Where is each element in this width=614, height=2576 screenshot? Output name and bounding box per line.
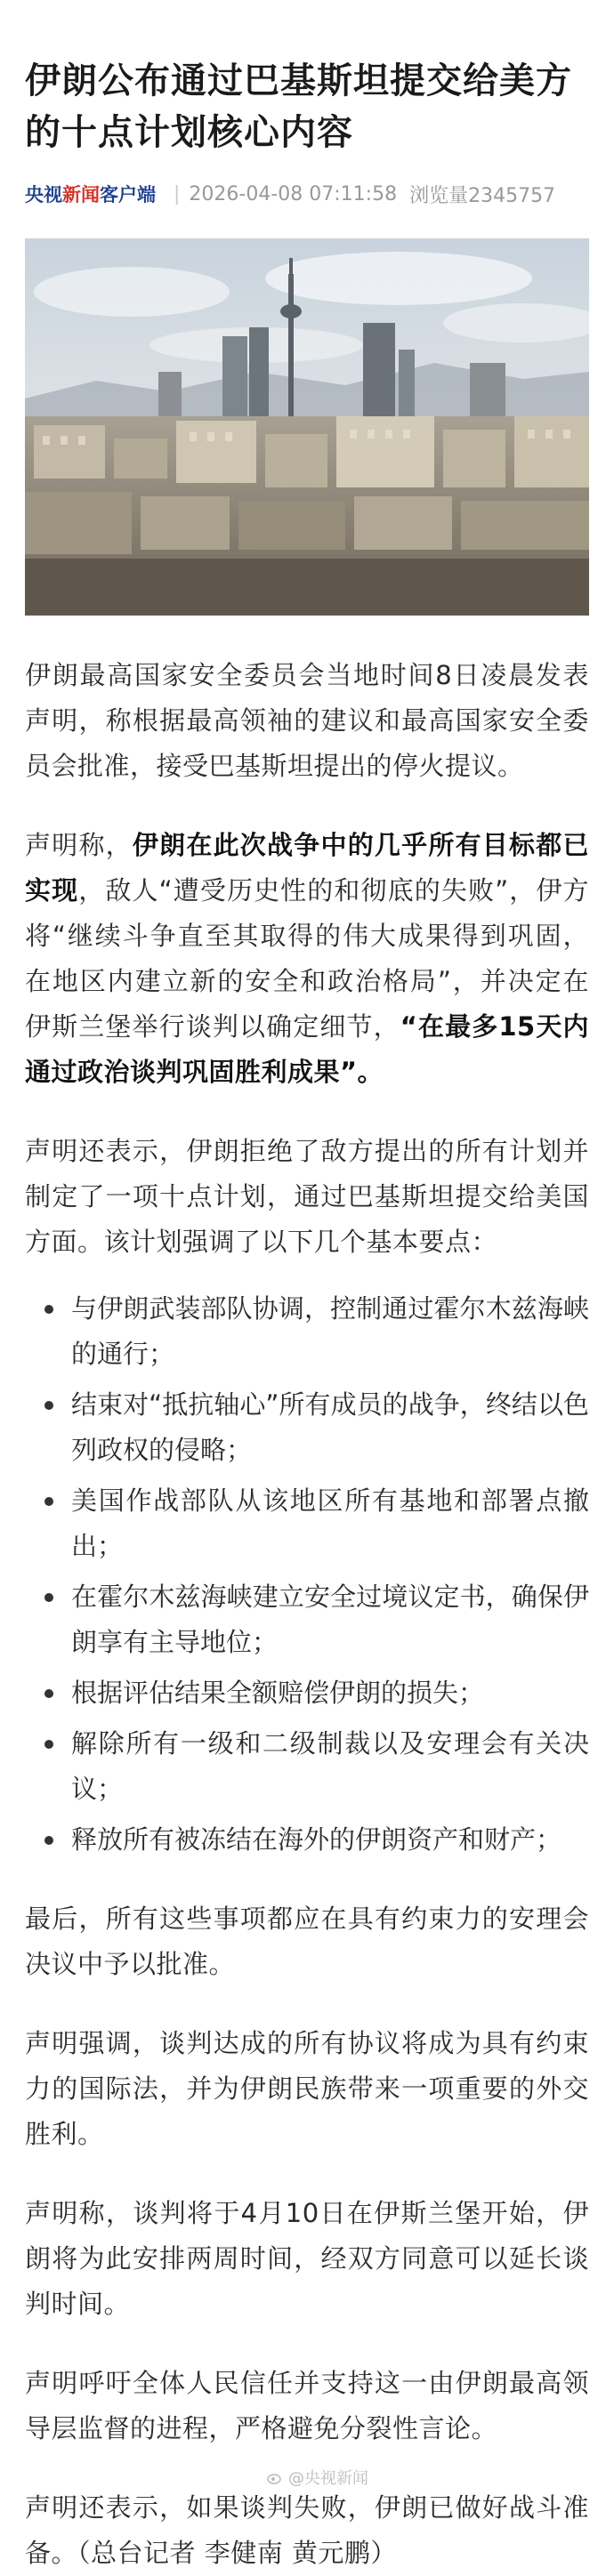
paragraph-2-body: ，敌人“遭受历史性的和彻底的失败”，伊方将“继续斗争直至其取得的伟大成果得到巩固，在地区内建立新的安全和政治格局”，并决定在伊斯兰堡举行谈判以确定细节， [25, 875, 589, 1042]
list-item [25, 1382, 589, 1473]
paragraph-1: 伊朗最高国家安全委员会当地时间8日凌晨发表声明，称根据最高领袖的建议和最高国家安全委员会批准，接受巴基斯坦提出的停火提议。 [25, 660, 589, 781]
list-item-text: 结束对“抵抗轴心”所有成员的战争，终结以色列政权的侵略； [71, 1389, 589, 1465]
bullet-dot [44, 1305, 53, 1314]
watermark-text: @央视新闻 [288, 2469, 368, 2488]
list-item-text: 根据评估结果全额赔偿伊朗的损失； [71, 1678, 485, 1708]
bullet-dot [44, 1740, 53, 1749]
paragraph-2-lead: 声明称， [25, 830, 133, 860]
source-logo-part2: 新闻 [62, 184, 100, 205]
bullet-dot [44, 1401, 53, 1410]
article-meta [25, 178, 589, 210]
paragraph-7: 声明呼吁全体人民信任并支持这一由伊朗最高领导层监督的进程，严格避免分裂性言论。 [25, 2368, 589, 2443]
bullet-dot [44, 1497, 53, 1506]
paragraph-3: 声明还表示，伊朗拒绝了敌方提出的所有计划并制定了一项十点计划，通过巴基斯坦提交给美国方面。该计划强调了以下几个基本要点： [25, 1136, 589, 1257]
bullet-dot [44, 1836, 53, 1845]
list-item-text: 与伊朗武装部队协调，控制通过霍尔木兹海峡的通行； [71, 1293, 589, 1369]
ten-point-plan-list [25, 1286, 589, 1863]
meta-separator: | [174, 182, 181, 205]
list-item-text: 美国作战部队从该地区所有基地和部署点撤出； [71, 1485, 589, 1561]
source-logo-part3: 客户端 [100, 184, 156, 205]
list-item-text: 解除所有一级和二级制裁以及安理会有关决议； [71, 1728, 589, 1804]
hero-image[interactable] [25, 238, 589, 616]
list-item-text: 在霍尔木兹海峡建立安全过境议定书，确保伊朗享有主导地位； [71, 1582, 589, 1657]
bullet-dot [44, 1689, 53, 1698]
paragraph-2-highlight-2: “在最多15天内通过政治谈判巩固胜利成果”。 [25, 1011, 589, 1087]
list-item [25, 1670, 589, 1716]
publish-time: 2026-04-08 07:11:58 [189, 182, 398, 205]
paragraph-2 [25, 823, 589, 1095]
paragraph-2-highlight-1: 伊朗在此次战争中的几乎所有目标都已实现 [25, 830, 589, 906]
paragraph-4: 最后，所有这些事项都应在具有约束力的安理会决议中予以批准。 [25, 1904, 589, 1979]
list-item-text: 释放所有被冻结在海外的伊朗资产和财产； [71, 1824, 562, 1855]
list-item [25, 1286, 589, 1377]
paragraph-6: 声明称，谈判将于4月10日在伊斯兰堡开始，伊朗将为此安排两周时间，经双方同意可以延长谈判时间。 [25, 2198, 589, 2319]
paragraph-8: 声明还表示，如果谈判失败，伊朗已做好战斗准备。（总台记者 李健南 黄元鹏） [25, 2492, 589, 2568]
source-logo[interactable] [25, 181, 156, 207]
paragraph-5: 声明强调，谈判达成的所有协议将成为具有约束力的国际法，并为伊朗民族带来一项重要的外交胜利。 [25, 2028, 589, 2149]
list-item [25, 1817, 589, 1863]
bullet-dot [44, 1593, 53, 1602]
weibo-icon [267, 2469, 283, 2485]
list-item [25, 1721, 589, 1812]
list-item [25, 1478, 589, 1569]
article-title: 伊朗公布通过巴基斯坦提交给美方的十点计划核心内容 [25, 60, 572, 153]
weibo-watermark [267, 2466, 368, 2489]
view-count: 浏览量2345757 [409, 184, 556, 207]
source-logo-part1: 央视 [25, 184, 62, 205]
list-item [25, 1574, 589, 1665]
